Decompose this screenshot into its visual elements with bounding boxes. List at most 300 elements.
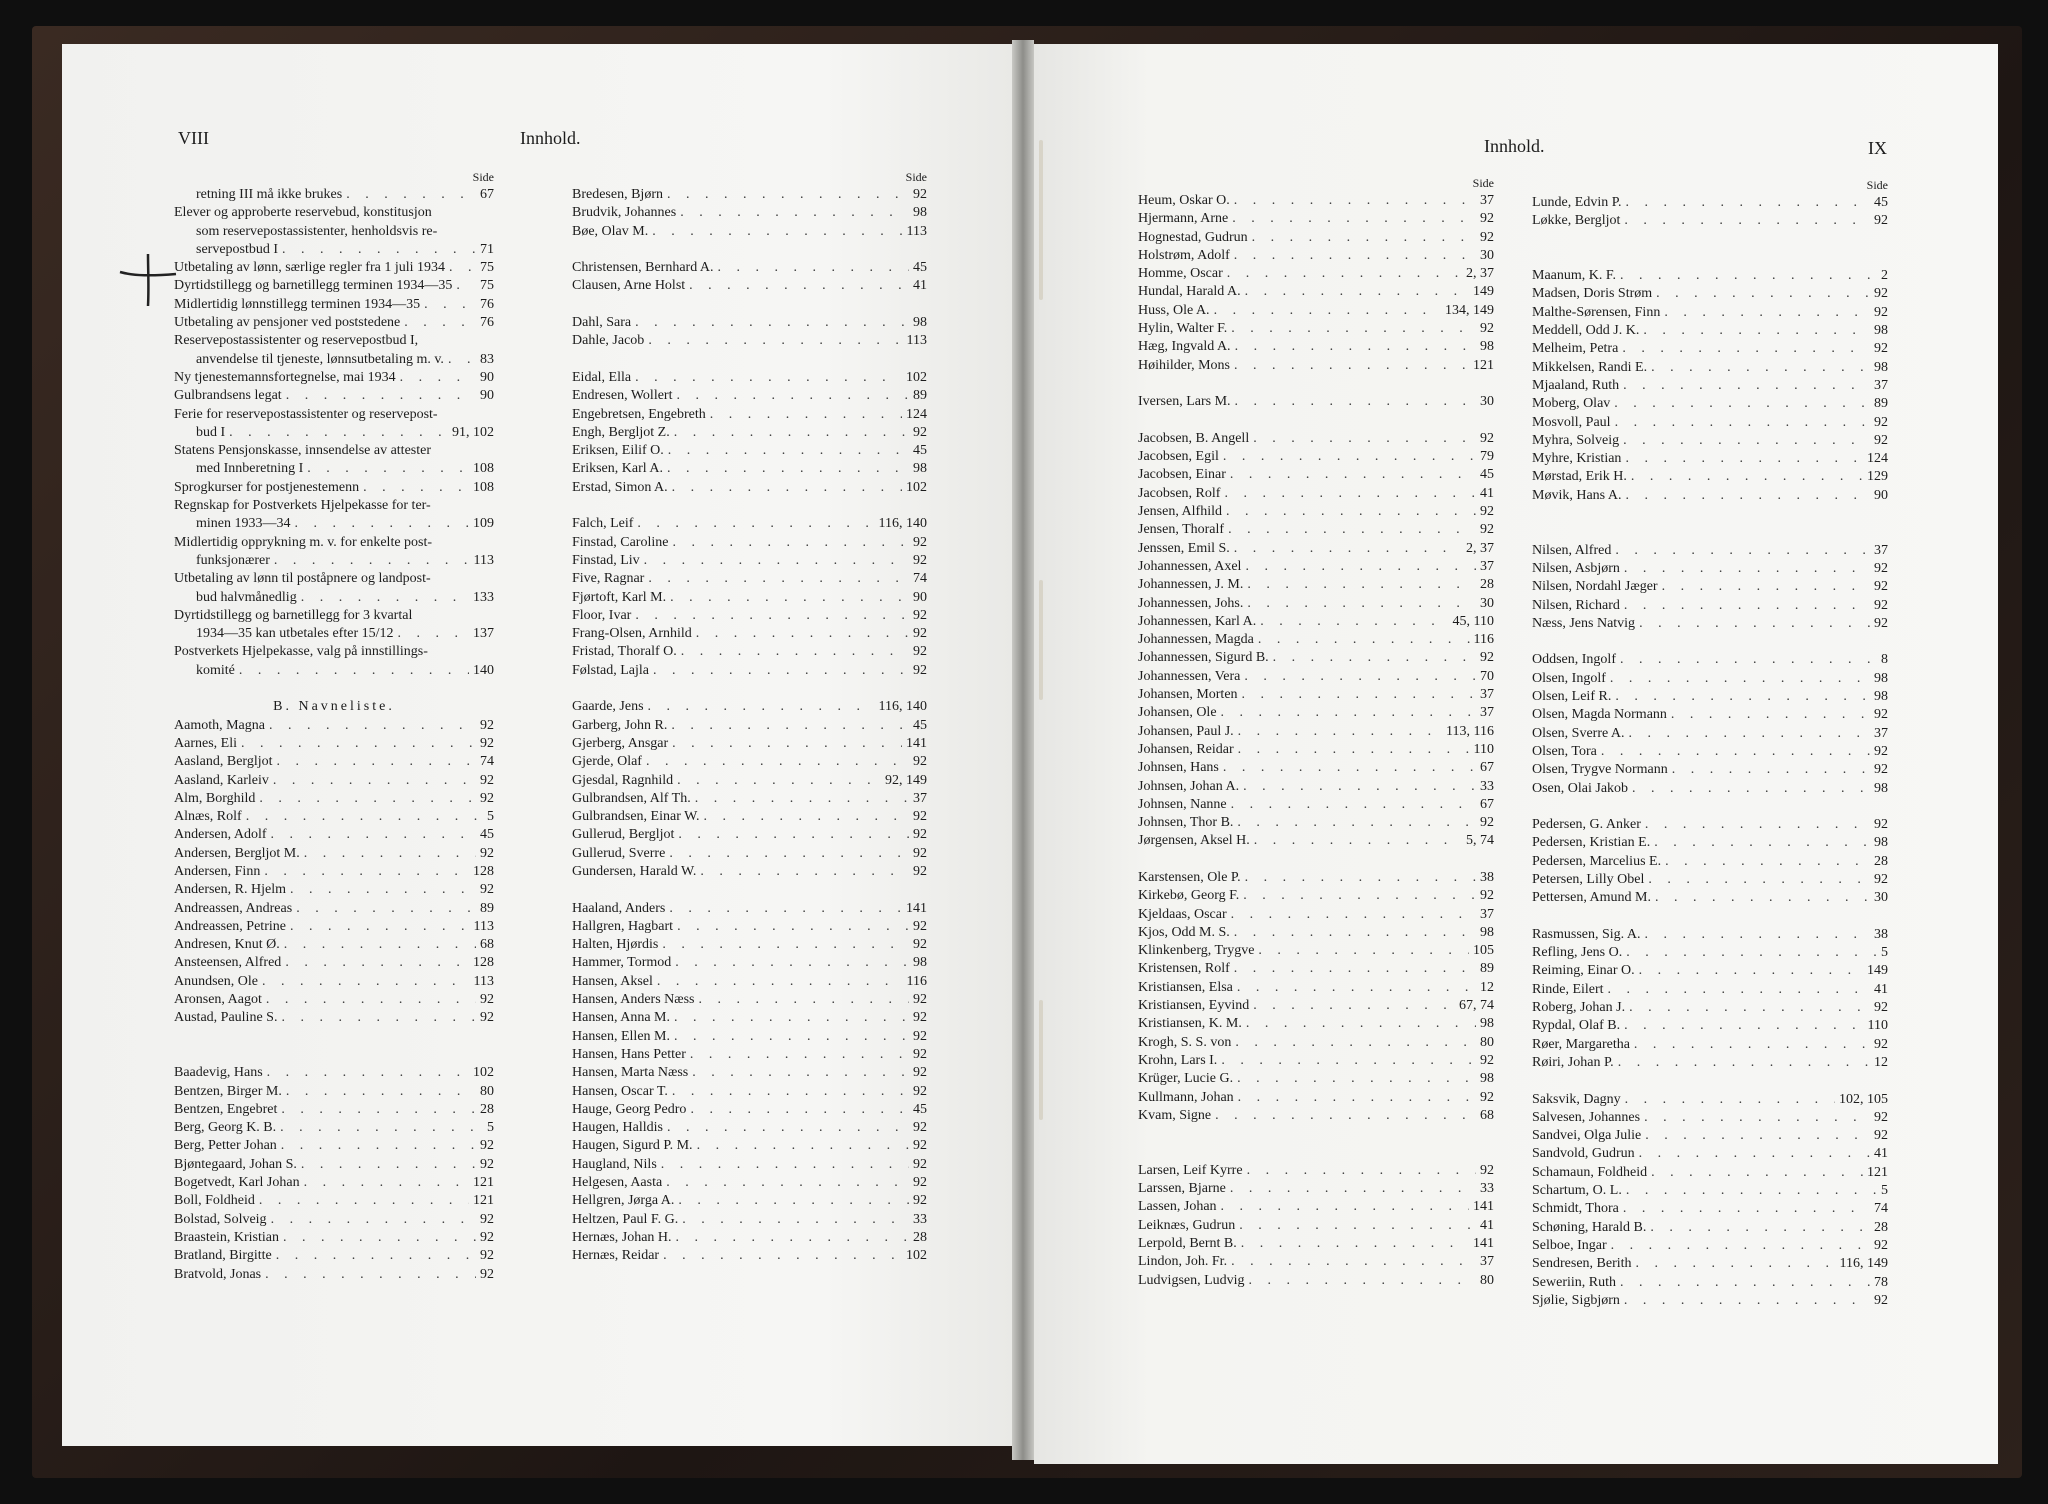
page-ref: 37 [1874, 542, 1888, 558]
entry-name: Utbetaling av pensjoner ved poststedene [174, 315, 401, 331]
entry-name: Huss, Ole A. [1138, 302, 1210, 318]
page-ref: 92 [1874, 341, 1888, 357]
dot-leader [1239, 1217, 1476, 1235]
index-entry [1138, 649, 1494, 667]
entry-name: Dahl, Sara [572, 315, 632, 331]
page-ref: 45 [913, 443, 927, 459]
index-entry [1138, 759, 1494, 777]
entry-name: Hernæs, Reidar [572, 1248, 660, 1264]
index-entry [572, 186, 927, 204]
dot-leader [1662, 578, 1870, 596]
spacer [1532, 505, 1888, 523]
index-entry [1532, 468, 1888, 486]
dot-leader [265, 1266, 476, 1284]
dot-leader [1624, 1292, 1870, 1310]
entry-name: Olsen, Ingolf [1532, 670, 1606, 686]
index-entry [572, 204, 927, 222]
entry-name: Krogh, S. S. von [1138, 1034, 1232, 1050]
dot-leader [1636, 1255, 1836, 1273]
page-ref: 37 [1480, 705, 1494, 721]
entry-name: funksjonærer [196, 552, 270, 568]
spacer [572, 680, 927, 698]
entry-name: Sendresen, Berith [1532, 1256, 1632, 1272]
page-ref: 33 [913, 1211, 927, 1227]
entry-name: Johannessen, Johs. [1138, 595, 1244, 611]
index-entry [1138, 192, 1494, 210]
index-entry [572, 625, 927, 643]
index-entry [1532, 1164, 1888, 1182]
entry-name: Hylin, Walter F. [1138, 321, 1228, 337]
index-entry [1138, 558, 1494, 576]
dot-leader [1623, 432, 1870, 450]
index-entry [1532, 1109, 1888, 1127]
page-ref: 110 [1867, 1018, 1888, 1034]
entry-name: Dyrtidstillegg og barnetillegg for 3 kvartal [174, 607, 413, 623]
page-ref: 28 [1874, 1219, 1888, 1235]
page-ref: 92 [1480, 888, 1494, 904]
index-entry [174, 296, 494, 314]
index-entry [1532, 597, 1888, 615]
page-ref: 92 [913, 607, 927, 623]
entry-name: Mikkelsen, Randi E. [1532, 359, 1648, 375]
dot-leader [1247, 595, 1476, 613]
index-entry [1532, 725, 1888, 743]
dot-leader [266, 991, 476, 1009]
entry-name: Johnsen, Hans [1138, 760, 1219, 776]
page-ref: 128 [473, 863, 494, 879]
index-entry [1532, 780, 1888, 798]
page-ref: 2 [1881, 268, 1888, 284]
entry-name: Bolstad, Solveig [174, 1211, 267, 1227]
entry-name: Johnsen, Johan A. [1138, 778, 1240, 794]
entry-name: Aronsen, Aagot [174, 992, 262, 1008]
page-ref: 92 [913, 1046, 927, 1062]
dot-leader [676, 1229, 909, 1247]
page-ref: 89 [1874, 396, 1888, 412]
index-entry [174, 387, 494, 405]
index-entry [174, 460, 494, 478]
dot-leader [1238, 741, 1470, 759]
entry-name: Johannessen, J. M. [1138, 577, 1244, 593]
page-ref: 98 [1480, 339, 1494, 355]
index-entry [174, 223, 494, 241]
index-entry [174, 442, 494, 460]
dot-leader [271, 826, 476, 844]
dot-leader [1228, 521, 1476, 539]
dot-leader [280, 1119, 483, 1137]
entry-name: Jørgensen, Aksel H. [1138, 833, 1250, 849]
dot-leader [304, 845, 476, 863]
entry-name: Lerpold, Bernt B. [1138, 1235, 1237, 1251]
entry-name: Johansen, Paul J. [1138, 723, 1234, 739]
entry-name: Nilsen, Richard [1532, 597, 1620, 613]
dot-leader [1243, 887, 1476, 905]
dot-leader [269, 717, 476, 735]
dot-leader [678, 826, 909, 844]
dot-leader [672, 479, 902, 497]
entry-name: minen 1933—34 [196, 516, 291, 532]
index-entry [1532, 944, 1888, 962]
entry-name: Olsen, Trygve Normann [1532, 762, 1668, 778]
dot-leader [282, 241, 476, 259]
index-entry [1138, 741, 1494, 759]
index-entry [572, 479, 927, 497]
page-ref: 92 [480, 1248, 494, 1264]
index-entry [572, 973, 927, 991]
dot-leader [274, 552, 470, 570]
entry-list [174, 186, 494, 1284]
page-ref: 28 [1874, 853, 1888, 869]
index-entry [1138, 1217, 1494, 1235]
index-entry [174, 991, 494, 1009]
entry-name: Aasland, Bergljot [174, 754, 273, 770]
dot-leader [1247, 1162, 1476, 1180]
dot-leader [307, 460, 469, 478]
entry-name: Jensen, Thoralf [1138, 522, 1225, 538]
dot-leader [1237, 814, 1476, 832]
index-entry [1532, 1017, 1888, 1035]
page-ref: 12 [1480, 979, 1494, 995]
page-ref: 92 [1480, 229, 1494, 245]
page-ref: 28 [1480, 577, 1494, 593]
entry-name: Utbetaling av lønn, særlige regler fra 1 juli 1934 [174, 260, 445, 276]
entry-name: Kvam, Signe [1138, 1107, 1212, 1123]
spacer [572, 296, 927, 314]
dot-leader [1237, 979, 1476, 997]
page-ref: 92 [1480, 430, 1494, 446]
spacer [174, 680, 494, 698]
index-entry [1532, 1091, 1888, 1109]
dot-leader [241, 735, 476, 753]
index-entry [1138, 1253, 1494, 1271]
index-entry [572, 552, 927, 570]
page-ref: 113 [473, 918, 494, 934]
page-ref: 80 [1480, 1034, 1494, 1050]
dot-leader [676, 387, 909, 405]
dot-leader [681, 643, 909, 661]
dot-leader [267, 1064, 469, 1082]
dot-leader [1645, 1127, 1870, 1145]
index-entry [1138, 210, 1494, 228]
dot-leader [448, 351, 476, 369]
entry-name: Jensen, Alfhild [1138, 504, 1222, 520]
entry-name: Osen, Olai Jakob [1532, 780, 1629, 796]
dot-leader [1626, 944, 1877, 962]
page-ref: 92 [1874, 597, 1888, 613]
page-ref: 92 [1480, 815, 1494, 831]
entry-name: Gullerud, Sverre [572, 845, 666, 861]
index-entry [174, 973, 494, 991]
index-entry [1138, 466, 1494, 484]
page-ref: 92 [1480, 211, 1494, 227]
index-entry [1532, 487, 1888, 505]
page-ref: 92 [1874, 286, 1888, 302]
dot-leader [1623, 377, 1870, 395]
page-ref: 92 [1874, 762, 1888, 778]
index-entry [174, 735, 494, 753]
index-entry [572, 735, 927, 753]
page-ref: 92 [913, 1028, 927, 1044]
entry-name: Bredesen, Bjørn [572, 187, 663, 202]
index-entry [174, 406, 494, 424]
entry-name: Kjeldaas, Oscar [1138, 906, 1227, 922]
entry-name: Hernæs, Johan H. [572, 1229, 672, 1245]
entry-name: Følstad, Lajla [572, 662, 649, 678]
dot-leader [1234, 540, 1462, 558]
page-ref: 92 [1480, 1162, 1494, 1178]
entry-name: Fjørtoft, Karl M. [572, 589, 667, 605]
entry-name: Hansen, Anders Næss [572, 992, 695, 1008]
dot-leader [1221, 1052, 1476, 1070]
dot-leader [400, 369, 476, 387]
index-entry [174, 936, 494, 954]
page-ref: 92 [1874, 304, 1888, 320]
dot-leader [692, 1064, 909, 1082]
page-ref: 2, 37 [1466, 266, 1494, 282]
page-ref: 89 [1480, 961, 1494, 977]
dot-leader [662, 936, 909, 954]
page-ref: 113 [906, 223, 927, 239]
index-entry [174, 881, 494, 899]
page-ref: 71 [480, 241, 494, 257]
index-entry [174, 772, 494, 790]
entry-name: Haaland, Anders [572, 900, 666, 916]
dot-leader [1625, 487, 1870, 505]
index-entry [572, 717, 927, 735]
index-entry [1138, 906, 1494, 924]
index-entry [1532, 194, 1888, 212]
dot-leader [1645, 926, 1870, 944]
page-ref: 92 [480, 992, 494, 1008]
index-entry [1532, 1145, 1888, 1163]
dot-leader [1608, 981, 1870, 999]
entry-name: Andreassen, Petrine [174, 918, 286, 934]
dot-leader [286, 1083, 476, 1101]
index-entry [572, 772, 927, 790]
page-ref: 140 [473, 662, 494, 678]
dot-leader [648, 332, 902, 350]
entry-name: som reservepostassistenter, henholdsvis re- [196, 223, 438, 239]
dot-leader [1639, 962, 1863, 980]
entry-name: Hansen, Aksel [572, 973, 653, 989]
entry-name: Alm, Borghild [174, 790, 256, 806]
index-entry [174, 497, 494, 515]
dot-leader [704, 808, 909, 826]
entry-name: Bjøntegaard, Johan S. [174, 1156, 297, 1172]
index-entry [174, 1137, 494, 1155]
entry-name: Elever og approberte reservebud, konstitusjon [174, 205, 432, 221]
page-ref: 30 [1480, 595, 1494, 611]
page-ref: 92 [913, 1083, 927, 1099]
index-entry [1532, 432, 1888, 450]
entry-name: bud halvmånedlig [196, 589, 297, 605]
entry-name: Røiri, Johan P. [1532, 1054, 1614, 1070]
entry-name: Gullerud, Bergljot [572, 827, 675, 843]
index-entry [1532, 1237, 1888, 1255]
index-entry [1532, 1182, 1888, 1200]
page-ref: 33 [1480, 1181, 1494, 1197]
dot-leader [281, 1137, 476, 1155]
page-ref: 92 [913, 754, 927, 770]
entry-name: Hansen, Marta Næss [572, 1065, 689, 1081]
index-entry [1532, 267, 1888, 285]
page-ref: 37 [1480, 558, 1494, 574]
page-ref: 45 [913, 260, 927, 276]
index-entry [174, 332, 494, 350]
page-ref: 116, 140 [878, 516, 927, 532]
page-ref: 74 [913, 571, 927, 587]
page-ref: 80 [480, 1083, 494, 1099]
page-ref: 92 [480, 882, 494, 898]
spacer [1532, 523, 1888, 541]
index-entry [1138, 613, 1494, 631]
entry-name: Hammer, Tormod [572, 955, 672, 971]
spacer [1138, 375, 1494, 393]
page-ref: 74 [480, 754, 494, 770]
entry-name: Hallgren, Hagbart [572, 918, 674, 934]
index-entry [174, 1192, 494, 1210]
dot-leader [1253, 997, 1455, 1015]
index-entry [1138, 338, 1494, 356]
entry-name: Møvik, Hans A. [1532, 487, 1622, 503]
entry-name: Gundersen, Harald W. [572, 863, 697, 879]
entry-name: Halten, Hjørdis [572, 937, 659, 953]
entry-name: Engh, Bergljot Z. [572, 424, 670, 440]
entry-name: Five, Ragnar [572, 571, 645, 587]
index-entry [572, 223, 927, 241]
entry-name: Selboe, Ingar [1532, 1237, 1607, 1253]
dot-leader [1629, 725, 1870, 743]
entry-name: Johannessen, Karl A. [1138, 613, 1257, 629]
entry-name: Jacobsen, Egil [1138, 449, 1219, 465]
index-entry [1532, 889, 1888, 907]
dot-leader [653, 662, 909, 680]
dot-leader [668, 442, 909, 460]
page-ref: 92 [1874, 707, 1888, 723]
index-entry [572, 1247, 927, 1265]
page-ref: 92 [1874, 743, 1888, 759]
entry-name: Roberg, Johan J. [1532, 1000, 1626, 1016]
page-ref: 92 [913, 534, 927, 550]
page-ref: 98 [1874, 359, 1888, 375]
index-entry [174, 643, 494, 661]
page-ref: 116 [906, 973, 927, 989]
page-ref: 113, 116 [1446, 723, 1494, 739]
index-entry [174, 1119, 494, 1137]
page-ref: 102 [906, 369, 927, 385]
dot-leader [1231, 796, 1476, 814]
dot-leader [1234, 960, 1476, 978]
page-ref: 67, 74 [1459, 998, 1494, 1014]
entry-name: Dahle, Jacob [572, 333, 645, 349]
entry-name: Johansen, Morten [1138, 687, 1238, 703]
page-ref: 98 [913, 461, 927, 477]
entry-name: komité [196, 662, 235, 678]
index-entry [1532, 999, 1888, 1017]
entry-name: Gjerberg, Ansgar [572, 735, 669, 751]
index-entry [174, 900, 494, 918]
index-entry [572, 1064, 927, 1082]
page-ref: 92 [1480, 522, 1494, 538]
right-page-number: IX [1868, 138, 1887, 158]
entry-name: 1934—35 kan utbetales efter 15/12 [196, 626, 394, 642]
entry-name: Mørstad, Erik H. [1532, 469, 1627, 485]
dot-leader [1258, 631, 1470, 649]
dot-leader [1260, 613, 1448, 631]
page-ref: 98 [1874, 670, 1888, 686]
index-entry [1138, 924, 1494, 942]
page-ref: 37 [913, 790, 927, 806]
entry-name: med Innberetning I [196, 461, 304, 477]
entry-name: Johannessen, Magda [1138, 632, 1254, 648]
index-entry [572, 826, 927, 844]
index-entry [572, 1083, 927, 1101]
dot-leader [1230, 466, 1476, 484]
index-entry [1138, 723, 1494, 741]
dot-leader [424, 296, 476, 314]
page-ref: 92 [1874, 560, 1888, 576]
entry-name: Maanum, K. F. [1532, 268, 1617, 284]
page-ref: 75 [480, 278, 494, 294]
entry-name: Nilsen, Alfred [1532, 542, 1612, 558]
entry-name: Utbetaling av lønn til poståpnere og landpost- [174, 571, 431, 587]
page-ref: 92 [913, 1065, 927, 1081]
entry-name: Gaarde, Jens [572, 699, 644, 715]
dot-leader [675, 954, 909, 972]
dot-leader [1235, 1034, 1476, 1052]
page-ref: 30 [1480, 394, 1494, 410]
index-entry [572, 570, 927, 588]
entry-name: Lunde, Edvin P. [1532, 195, 1622, 210]
index-entry [1532, 981, 1888, 999]
dot-leader [677, 918, 909, 936]
entry-name: Hansen, Anna M. [572, 1010, 670, 1026]
page-ref: 38 [1480, 869, 1494, 885]
page-ref: 45 [913, 717, 927, 733]
book-spine [1012, 40, 1034, 1460]
index-entry [1138, 357, 1494, 375]
dot-leader [363, 479, 469, 497]
dot-leader [1249, 1272, 1476, 1290]
entry-name: servepostbud I [196, 241, 279, 257]
dot-leader [672, 534, 909, 552]
entry-name: Clausen, Arne Holst [572, 278, 686, 294]
entry-name: Malthe-Sørensen, Finn [1532, 304, 1661, 320]
dot-leader [674, 424, 909, 442]
spacer [1138, 851, 1494, 869]
dot-leader [259, 1192, 469, 1210]
entry-name: Larssen, Bjarne [1138, 1181, 1226, 1197]
dot-leader [290, 881, 476, 899]
dot-leader [1654, 834, 1870, 852]
index-entry [174, 1229, 494, 1247]
dot-leader [290, 918, 470, 936]
entry-name: Iversen, Lars M. [1138, 394, 1231, 410]
dot-leader [1234, 192, 1476, 210]
page-ref: 124 [1867, 451, 1888, 467]
page-ref: 92 [480, 1010, 494, 1026]
dot-leader [670, 589, 909, 607]
entry-name: Baadevig, Hans [174, 1065, 263, 1081]
entry-name: B. Navneliste. [273, 699, 395, 715]
index-entry [1138, 1107, 1494, 1125]
index-entry [1532, 688, 1888, 706]
entry-name: Sandvei, Olga Julie [1532, 1128, 1642, 1144]
dot-leader [1254, 832, 1462, 850]
page-ref: 41 [1874, 981, 1888, 997]
dot-leader [1238, 1089, 1476, 1107]
page-ref: 92, 149 [885, 772, 927, 788]
